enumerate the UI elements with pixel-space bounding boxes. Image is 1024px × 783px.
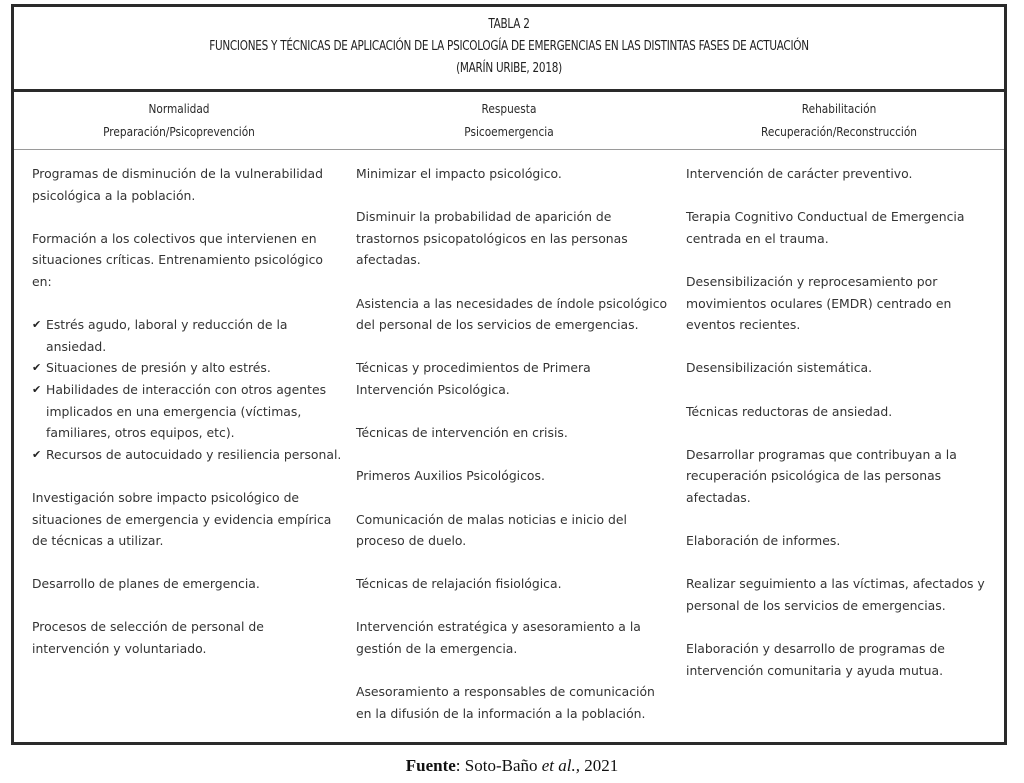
column-headers [14,92,1004,150]
phase-subtitle: Psicoemergencia [464,125,554,139]
column-normalidad [14,150,348,746]
column-respuesta [348,150,678,746]
table-body [14,150,1004,746]
list-item: Técnicas reductoras de ansiedad. [686,403,893,419]
list-item: Comunicación de malas noticias e inicio del proceso de duelo. [356,511,627,549]
list-item: Asistencia a las necesidades de índole psicológico del personal de los servicios de emergencias. [356,295,668,333]
column-header-normalidad [14,92,344,149]
phase-subtitle: Recuperación/Reconstrucción [760,125,918,139]
column-rehabilitacion [678,150,1004,746]
list-item: Intervención de carácter preventivo. [686,166,913,181]
checklist-item [32,314,342,357]
list-item: Minimizar el impacto psicológico. [356,166,562,181]
list-item: Desarrollo de planes de emergencia. [32,576,260,592]
list-item: Técnicas de relajación fisiológica. [356,576,562,592]
column-header-respuesta [344,92,674,149]
checklist-item [32,357,342,379]
source-etal: et al., [541,756,580,775]
list-item: Desarrollar programas que contribuyan a la recuperación psicológica de las personas afectadas. [686,446,957,505]
list-item: Disminuir la probabilidad de aparición de trastornos psicopatológicos en las personas afectadas. [356,209,628,268]
checkmark-icon: ✔ [32,382,42,396]
table-citation: (MARÍN URIBE, 2018) [456,60,562,76]
list-item: Primeros Auxilios Psicológicos. [356,468,545,484]
column-header-rehabilitacion [674,92,1004,149]
phase-name: Rehabilitación [801,102,877,116]
list-item: Asesoramiento a responsables de comunicación en la difusión de la información a la población. [356,684,655,721]
list-item: Procesos de selección de personal de intervención y voluntariado. [32,619,264,657]
table-label: TABLA 2 [488,16,530,32]
checklist-text: Situaciones de presión y alto estrés. [46,360,271,376]
checkmark-icon: ✔ [32,318,42,332]
table-title: FUNCIONES Y TÉCNICAS DE APLICACIÓN DE LA PSICOLOGÍA DE EMERGENCIAS EN LAS DISTINTAS FASES DE ACTUACIÓN [209,38,809,54]
source-author: Soto-Baño [464,756,542,775]
list-item: Técnicas de intervención en crisis. [356,425,568,441]
list-item: Desensibilización sistemática. [686,360,873,376]
source-caption [0,756,1024,776]
list-item: Realizar seguimiento a las víctimas, afectados y personal de los servicios de emergencias. [686,576,985,613]
checkmark-icon: ✔ [32,361,42,375]
checklist-text: Recursos de autocuidado y resiliencia personal. [46,446,342,462]
list-item: Intervención estratégica y asesoramiento a la gestión de la emergencia. [356,619,641,657]
table-title-block [14,7,1004,92]
list-item: Formación a los colectivos que intervienen en situaciones críticas. Entrenamiento psicológico en: [32,230,323,289]
list-item: Programas de disminución de la vulnerabilidad psicológica a la población. [32,166,324,203]
list-item: Elaboración y desarrollo de programas de intervención comunitaria y ayuda mutua. [686,641,945,678]
list-item: Investigación sobre impacto psicológico de situaciones de emergencia y evidencia empírica de técnicas a utilizar. [32,489,332,549]
source-separator: : [455,756,465,775]
phase-name: Respuesta [481,102,537,116]
source-year: 2021 [580,756,619,775]
list-item: Elaboración de informes. [686,533,841,549]
list-item: Desensibilización y reprocesamiento por movimientos oculares (EMDR) centrado en eventos recientes. [686,273,952,333]
phase-subtitle: Preparación/Psicoprevención [103,125,255,139]
checklist-item [32,444,342,466]
checklist-text: Estrés agudo, laboral y reducción de la ansiedad. [46,317,288,354]
checklist-text: Habilidades de interacción con otros agentes implicados en una emergencia (víctimas, familiares, otros equipos, etc). [46,381,327,441]
training-checklist [32,314,342,465]
list-item: Terapia Cognitivo Conductual de Emergencia centrada en el trauma. [686,209,965,246]
phase-name: Normalidad [148,102,210,116]
list-item: Técnicas y procedimientos de Primera Intervención Psicológica. [356,360,591,397]
checklist-item [32,379,342,444]
source-label: Fuente [405,756,456,775]
checkmark-icon: ✔ [32,447,42,461]
table-frame [11,4,1007,745]
